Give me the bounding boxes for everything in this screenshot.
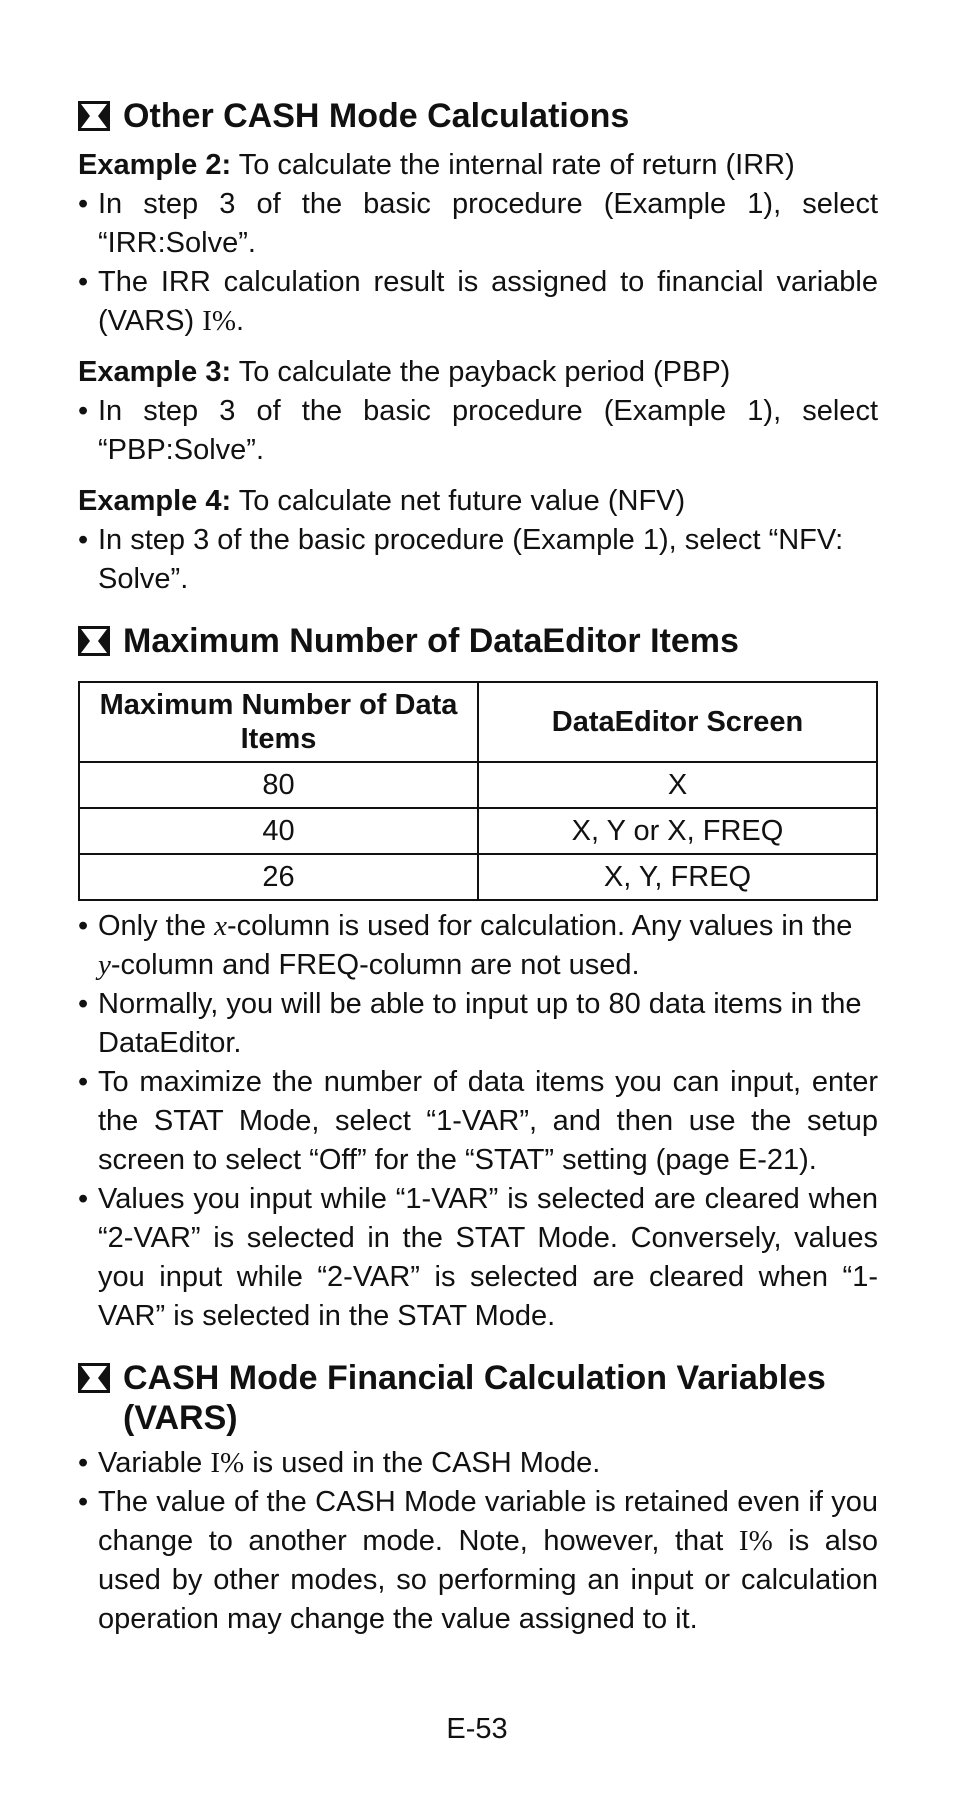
bullet-text <box>98 1483 878 1639</box>
bullet-icon: • <box>78 1066 89 1098</box>
bullet-text-part: is also used by other modes, so performing an input or calculation operation may change the value assigned to it. <box>98 1525 878 1635</box>
bullet-text <box>98 1444 878 1483</box>
bullet-icon: • <box>78 910 89 942</box>
bullet-icon: • <box>78 1486 89 1518</box>
table-cell: X, Y or X, FREQ <box>478 808 877 854</box>
table-cell: 26 <box>79 854 478 900</box>
bullet-text-part: . <box>236 305 245 337</box>
section-marker-icon <box>78 101 110 131</box>
section-marker-icon <box>78 626 110 656</box>
bullet-text <box>98 263 878 341</box>
table-cell: 80 <box>79 762 478 808</box>
bullet-text: In step 3 of the basic procedure (Example 1), select “PBP:Solve”. <box>98 395 878 466</box>
list-item <box>78 1483 878 1639</box>
list-item <box>78 185 878 263</box>
bullet-text-part: The IRR calculation result is assigned to financial variable (VARS) <box>98 266 878 337</box>
bullet-text-part: Only the <box>98 910 215 942</box>
table-header-row <box>79 682 877 762</box>
table-row <box>79 762 877 808</box>
example-3-label: Example 3: <box>78 356 232 388</box>
bullet-icon: • <box>78 1447 89 1479</box>
bullet-icon: • <box>78 395 89 427</box>
heading-text: Other CASH Mode Calculations <box>123 97 630 135</box>
list-item <box>78 1063 878 1180</box>
example-2-label: Example 2: <box>78 149 232 181</box>
table-cell: 40 <box>79 808 478 854</box>
data-items-table <box>78 681 878 901</box>
bullet-text-part: The value of the CASH Mode variable is retained even if you change to another mode. Note, however, that <box>98 1486 878 1557</box>
list-item <box>78 392 878 470</box>
bullet-text-part: Variable <box>98 1447 211 1479</box>
variable-name: I% <box>738 1525 773 1557</box>
section-marker-icon <box>78 1363 110 1393</box>
bullet-icon: • <box>78 188 89 220</box>
example-3 <box>78 353 878 392</box>
bullet-text: In step 3 of the basic procedure (Example 1), select “IRR:Solve”. <box>98 188 878 259</box>
example-3-text: To calculate the payback period (PBP) <box>238 356 731 388</box>
bullet-icon: • <box>78 266 89 298</box>
section-heading-other-cash <box>78 96 878 136</box>
section-heading-vars <box>78 1358 878 1438</box>
bullet-icon: • <box>78 988 89 1020</box>
table-cell: X, Y, FREQ <box>478 854 877 900</box>
bullet-text: In step 3 of the basic procedure (Example 1), select “NFV: Solve”. <box>98 524 844 595</box>
variable-name: x <box>214 910 227 942</box>
example-2 <box>78 146 878 185</box>
bullet-text-part: -column is used for calculation. Any values in the <box>226 910 853 942</box>
list-item <box>78 521 878 599</box>
table-row <box>79 808 877 854</box>
bullet-icon: • <box>78 1183 89 1215</box>
example-2-text: To calculate the internal rate of return (IRR) <box>238 149 795 181</box>
example-4-label: Example 4: <box>78 485 232 517</box>
bullet-text: Normally, you will be able to input up to 80 data items in the DataEditor. <box>98 988 862 1059</box>
list-item <box>78 985 878 1063</box>
example-4-text: To calculate net future value (NFV) <box>238 485 686 517</box>
table-row <box>79 854 877 900</box>
bullet-text: To maximize the number of data items you can input, enter the STAT Mode, select “1-VAR”, and then use the setup screen to select “Off” for the “STAT” setting (page E-21). <box>98 1066 878 1176</box>
variable-name: y <box>98 949 111 981</box>
bullet-text <box>98 907 878 985</box>
section-heading-max-items <box>78 621 878 661</box>
heading-text: CASH Mode Financial Calculation Variables (VARS) <box>123 1359 826 1437</box>
table-cell: X <box>478 762 877 808</box>
heading-text: Maximum Number of DataEditor Items <box>123 622 739 660</box>
example-4 <box>78 482 878 521</box>
table-header-cell: DataEditor Screen <box>478 682 877 762</box>
bullet-text-part: is used in the CASH Mode. <box>244 1447 601 1479</box>
page-number: E-53 <box>446 1713 508 1745</box>
bullet-text: Values you input while “1-VAR” is selected are cleared when “2-VAR” is selected in the STAT Mode. Conversely, values you input while “2-VAR” is selected are cleared when “1-VAR” is selected in the STAT Mode. <box>98 1183 878 1332</box>
page-content <box>78 96 878 1639</box>
list-item <box>78 907 878 985</box>
bullet-icon: • <box>78 524 89 556</box>
list-item <box>78 1444 878 1483</box>
bullet-text-part: -column and FREQ-column are not used. <box>110 949 640 981</box>
variable-name: I% <box>202 305 237 337</box>
list-item <box>78 1180 878 1336</box>
variable-name: I% <box>210 1447 245 1479</box>
list-item <box>78 263 878 341</box>
table-header-cell: Maximum Number of Data Items <box>79 682 478 762</box>
